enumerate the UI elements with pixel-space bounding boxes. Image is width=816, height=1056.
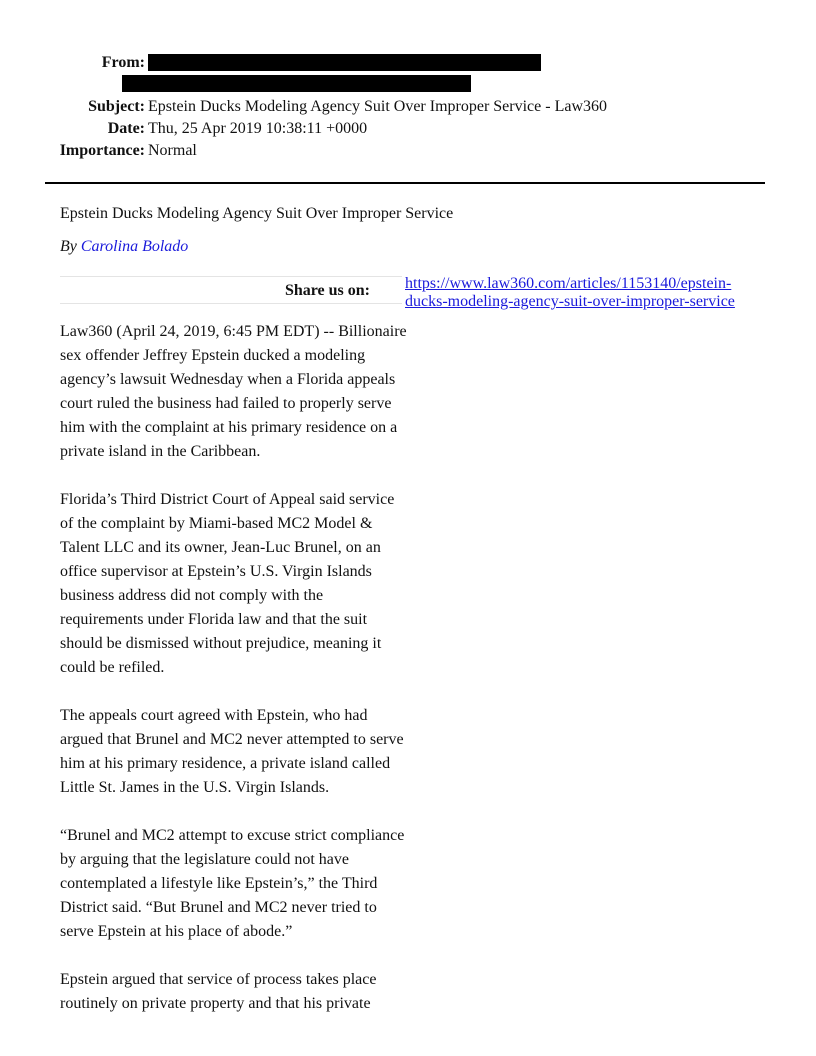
article-url-link[interactable]: https://www.law360.com/articles/1153140/epstein-ducks-modeling-agency-suit-over-improper-service [405,275,735,310]
header-divider [45,182,765,184]
date-value: Thu, 25 Apr 2019 10:38:11 +0000 [148,120,368,137]
from-label: From: [101,54,145,71]
article-body [60,320,410,1040]
byline [60,237,188,257]
share-bar [60,276,402,304]
subject-value: Epstein Ducks Modeling Agency Suit Over Improper Service - Law360 [148,98,608,115]
redacted-sender-address [122,75,471,92]
author-link[interactable]: Carolina Bolado [80,238,189,255]
byline-prefix: By [60,238,81,255]
redacted-sender [148,54,541,71]
importance-value: Normal [148,142,197,159]
date-label: Date: [107,120,145,137]
article-title: Epstein Ducks Modeling Agency Suit Over Improper Service [60,205,454,222]
paragraph: “Brunel and MC2 attempt to excuse strict compliance by arguing that the legislature could not have contemplated a lifestyle like Epstein’s,” the Third District said. “But Brunel and MC2 never tried to serve Epstein at his place of abode.” [60,827,405,940]
paragraph: Law360 (April 24, 2019, 6:45 PM EDT) -- Billionaire sex offender Jeffrey Epstein ducked a modeling agency’s lawsuit Wednesday when a Florida appeals court ruled the business had failed to properly serve him with the complaint at his primary residence on a private island in the Caribbean. [60,323,407,460]
subject-label: Subject: [88,98,145,115]
share-label: Share us on: [284,282,370,299]
importance-label: Importance: [59,142,145,159]
paragraph: The appeals court agreed with Epstein, who had argued that Brunel and MC2 never attempted to serve him at his primary residence, a private island called Little St. James in the U.S. Virgin Islands. [60,707,404,796]
paragraph: Epstein argued that service of process takes place routinely on private property and that his private [60,971,377,1012]
paragraph: Florida’s Third District Court of Appeal said service of the complaint by Miami-based MC2 Model & Talent LLC and its owner, Jean-Luc Brunel, on an office supervisor at Epstein’s U.S. Virgin Islands business address did not comply with the requirements under Florida law and that the suit should be dismissed without prejudice, meaning it could be refiled. [60,491,395,676]
